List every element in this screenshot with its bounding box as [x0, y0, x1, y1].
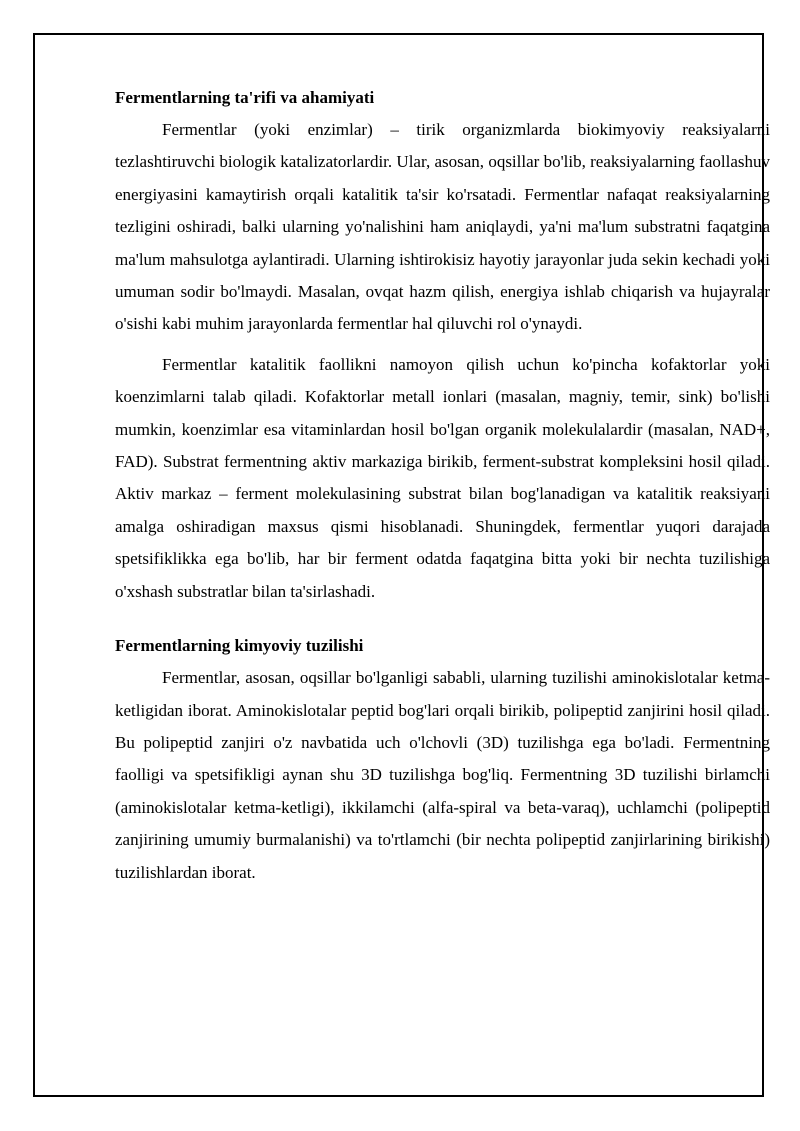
paragraph-2: Fermentlar katalitik faollikni namoyon qilish uchun ko'pincha kofaktorlar yoki koenzimlarni talab qiladi. Kofaktorlar metall ionlari (masalan, magniy, temir, sink) bo'lishi mumkin, koenzimlar esa vitaminlardan hosil bo'lgan organik molekulalardir (masalan, NAD+, FAD). Substrat fermentning aktiv markaziga birikib, ferment-substrat kompleksini hosil qiladi. Aktiv markaz – ferment molekulasining substrat bilan bog'lanadigan va katalitik reaksiyani amalga oshiradigan maxsus qismi hisoblanadi. Shuningdek, fermentlar yuqori darajada spetsifiklikka ega bo'lib, har bir ferment odatda faqatgina bitta yoki bir nechta tuzilishiga o'xshash substratlar bilan ta'sirlashadi. — [115, 354, 770, 601]
section-heading-2: Fermentlarning kimyoviy tuzilishi — [115, 636, 364, 656]
document-body — [115, 82, 770, 889]
section-heading-1: Fermentlarning ta'rifi va ahamiyati — [115, 88, 375, 107]
paragraph-3: Fermentlar, asosan, oqsillar bo'lganligi sababli, ularning tuzilishi aminokislotalar ketma-ketligidan iborat. Aminokislotalar peptid bog'lari orqali birikib, polipeptid zanjirini hosil qiladi. Bu polipeptid zanjiri o'z navbatida uch o'lchovli (3D) tuzilishga ega bo'ladi. Fermentning faolligi va spetsifikligi aynan shu 3D tuzilishga bog'liq. Fermentning 3D tuzilishi birlamchi (aminokislotalar ketma-ketligi), ikkilamchi (alfa-spiral va beta-varaq), uchlamchi (polipeptid zanjirining umumiy burmalanishi) va to'rtlamchi (bir nechta polipeptid zanjirlarining birikishi) tuzilishlardan iborat. — [115, 668, 770, 882]
paragraph-1: Fermentlar (yoki enzimlar) – tirik organizmlarda biokimyoviy reaksiyalarni tezlashtiruvchi biologik katalizatorlardir. Ular, asosan, oqsillar bo'lib, reaksiyalarning faollashuv energiyasini kamaytirish orqali katalitik ta'sir ko'rsatadi. Fermentlar nafaqat reaksiyalarning tezligini oshiradi, balki ularning yo'nalishini ham aniqlaydi, ya'ni ma'lum substratni faqatgina ma'lum mahsulotga aylantiradi. Ularning ishtirokisiz hayotiy jarayonlar juda sekin kechadi yoki umuman sodir bo'lmaydi. Masalan, ovqat hazm qilish, energiya ishlab chiqarish va hujayralar o'sishi kabi muhim jarayonlarda fermentlar hal qiluvchi rol o'ynaydi. — [115, 120, 770, 334]
